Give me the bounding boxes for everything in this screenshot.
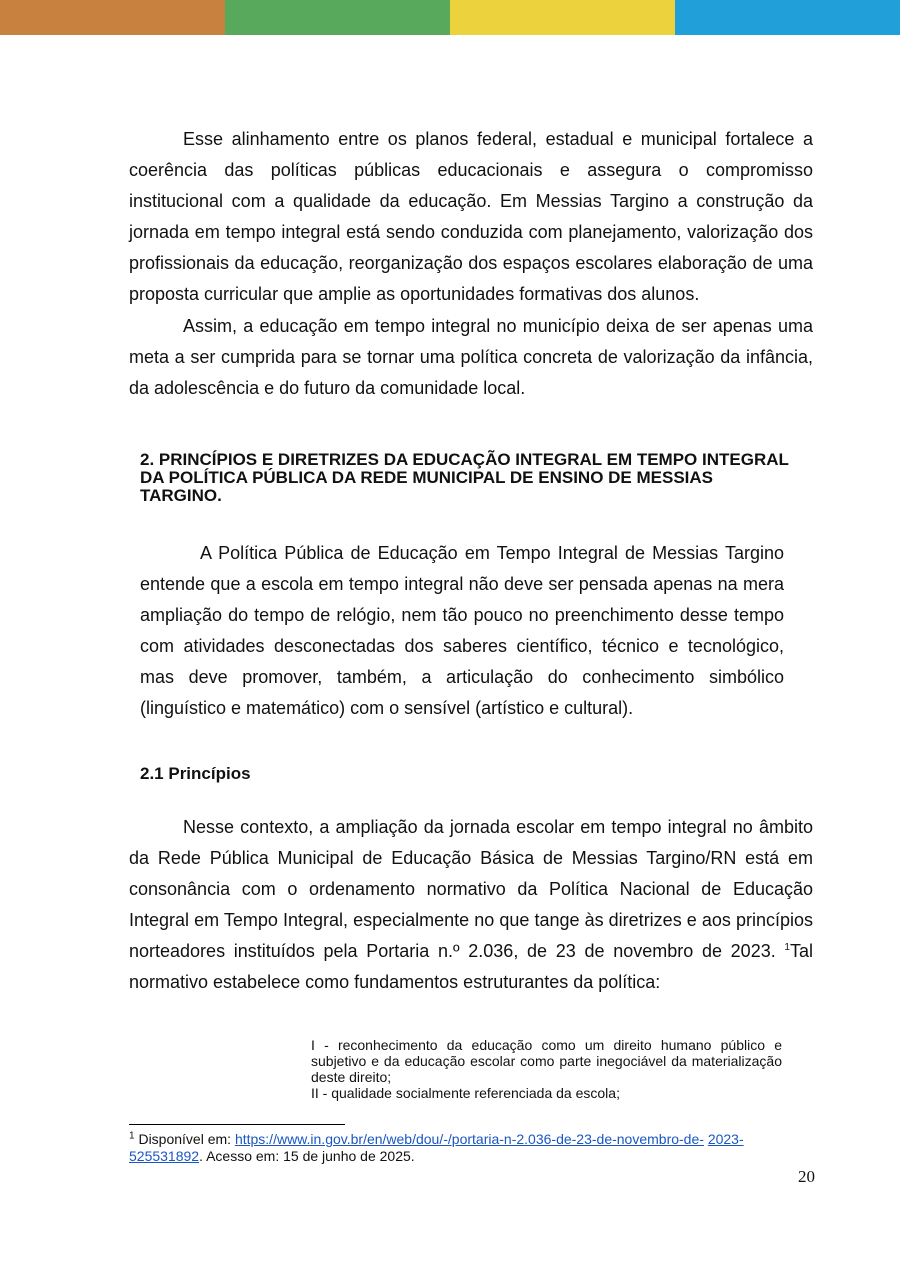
- footnote-prefix: Disponível em:: [134, 1131, 235, 1147]
- footnote-marker: 1: [129, 1130, 135, 1142]
- footnote-reference[interactable]: 1: [784, 942, 790, 953]
- header-color-bar: [0, 0, 900, 35]
- paragraph-4-text: Nesse contexto, a ampliação da jornada escolar em tempo integral no âmbito da Rede Pública Municipal de Educação Básica de Messias Targino/RN está em consonância com o ordenamento normativo da Política Nacional de Educação Integral em Tempo Integral, especialmente no que tange às diretrizes e aos princípios norteadores instituídos pela Portaria n.º 2.036, de 23 de novembro de 2023.: [129, 817, 813, 961]
- quote-item-2: II - qualidade socialmente referenciada da escola;: [311, 1085, 620, 1101]
- paragraph-4: [129, 812, 813, 998]
- color-bar-yellow: [450, 0, 675, 35]
- paragraph-3-text: A Política Pública de Educação em Tempo Integral de Messias Targino entende que a escola em tempo integral não deve ser pensada apenas na mera ampliação do tempo de relógio, nem tão pouco no preenchimento desse tempo com atividades desconectadas dos saberes científico, técnico e tecnológico, mas deve promover, também, a articulação do conhecimento simbólico (linguístico e matemático) com o sensível (artístico e cultural).: [140, 543, 784, 718]
- footnote: [129, 1131, 809, 1165]
- footnote-suffix: . Acesso em: 15 de junho de 2025.: [199, 1148, 415, 1164]
- subsection-heading: 2.1 Princípios: [140, 764, 251, 783]
- paragraph-2: [129, 311, 813, 404]
- paragraph-4-text-end: Tal normativo estabelece como fundamentos estruturantes da política:: [129, 941, 813, 992]
- page-number: 20: [798, 1167, 815, 1186]
- quote-item-1: I - reconhecimento da educação como um direito humano público e subjetivo e da educação escolar como parte inegociável da materialização deste direito;: [311, 1037, 782, 1085]
- paragraph-1: [129, 124, 813, 310]
- paragraph-2-text: Assim, a educação em tempo integral no município deixa de ser apenas uma meta a ser cumprida para se tornar uma política concreta de valorização da infância, da adolescência e do futuro da comunidade local.: [129, 316, 813, 398]
- color-bar-blue: [675, 0, 900, 35]
- color-bar-orange: [0, 0, 225, 35]
- footnote-link[interactable]: https://www.in.gov.br/en/web/dou/-/portaria-n-2.036-de-23-de-novembro-de-: [234, 1131, 704, 1147]
- block-quote: [311, 1037, 782, 1101]
- footnote-link-continued[interactable]: 2023-525531892: [129, 1131, 744, 1164]
- footnote-divider: [129, 1124, 345, 1125]
- section-heading: 2. PRINCÍPIOS E DIRETRIZES DA EDUCAÇÃO INTEGRAL EM TEMPO INTEGRAL DA POLÍTICA PÚBLICA DA REDE MUNICIPAL DE ENSINO DE MESSIAS TARGINO.: [140, 450, 789, 505]
- paragraph-3: [140, 538, 784, 724]
- color-bar-green: [225, 0, 450, 35]
- paragraph-1-text: Esse alinhamento entre os planos federal, estadual e municipal fortalece a coerência das políticas públicas educacionais e assegura o compromisso institucional com a qualidade da educação. Em Messias Targino a construção da jornada em tempo integral está sendo conduzida com planejamento, valorização dos profissionais da educação, reorganização dos espaços escolares elaboração de uma proposta curricular que amplie as oportunidades formativas dos alunos.: [129, 129, 813, 304]
